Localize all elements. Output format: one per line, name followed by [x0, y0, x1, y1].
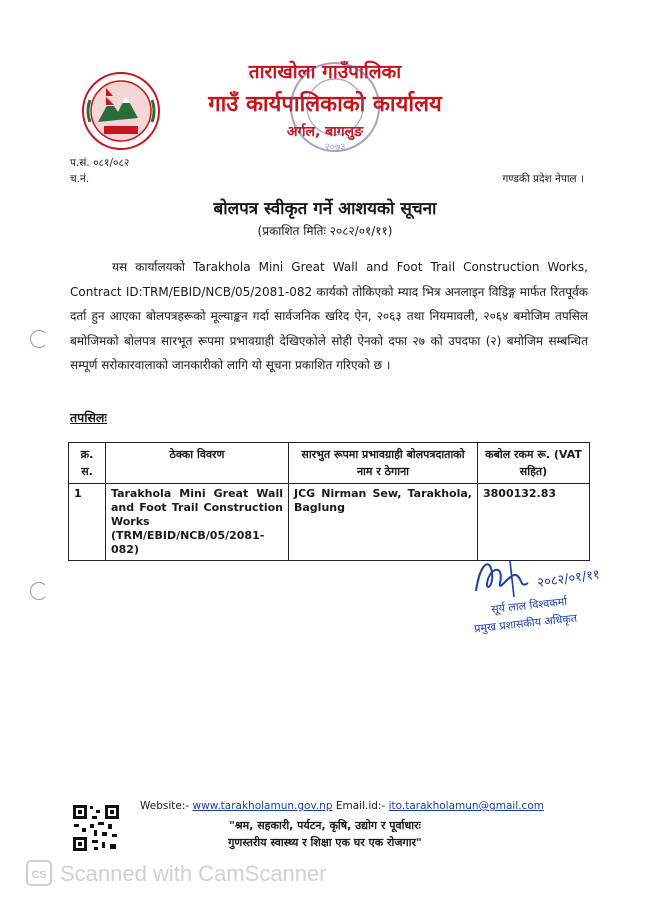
signature-scrawl — [470, 553, 610, 603]
col-header-bidder: सारभुत रूपमा प्रभावग्राही बोलपत्रदाताको नाम र ठेगाना — [289, 443, 478, 484]
cell-amount: 3800132.83 — [478, 484, 590, 561]
email-link[interactable]: ito.tarakholamun@gmail.com — [388, 800, 544, 812]
col-header-amount: कबोल रकम रू. (VAT सहित) — [478, 443, 590, 484]
footer-contact — [140, 800, 544, 812]
table-row — [69, 484, 590, 561]
punch-hole — [30, 582, 48, 600]
signer-name: सूर्य लाल विश्वकर्मा — [490, 595, 568, 616]
slogan-line-2: गुणस्तरीय स्वास्थ्य र शिक्षा एक घर एक रोजगार" — [228, 836, 422, 849]
signer-designation: प्रमुख प्रशासकीय अधिकृत — [473, 611, 578, 636]
office-stamp — [286, 58, 384, 156]
stamp-year: २०७३ — [324, 142, 346, 153]
dispatch-number: च.नं. — [70, 173, 90, 185]
col-header-sn: क्र. स. — [69, 443, 106, 484]
website-link[interactable]: www.tarakholamun.gov.np — [192, 800, 333, 812]
notice-title: बोलपत्र स्वीकृत गर्ने आशयको सूचना — [213, 199, 437, 219]
details-label: तपसिलः — [70, 410, 107, 425]
cell-bidder: JCG Nirman Sew, Tarakhola, Baglung — [289, 484, 478, 561]
punch-hole — [30, 330, 48, 348]
cell-sn: 1 — [69, 484, 106, 561]
svg-text:CS: CS — [31, 869, 47, 881]
province-label: गण्डकी प्रदेश नेपाल । — [502, 173, 584, 185]
signature-date: २०८२/०१/११ — [536, 567, 601, 591]
municipality-name: ताराखोला गाउँपालिका — [248, 61, 402, 83]
email-label: Email.id:- — [335, 800, 386, 812]
notice-body: यस कार्यालयको Tarakhola Mini Great Wall and Foot Trail Construction Works, Contract ID:TRM/EBID/NCB/05/2081-082 कार्यको तोकिएको म्याद भित्र अनलाइन विडिङ्ग मार्फत रितपूर्वक दर्ता हुन आएका बोलपत्रहरूको मूल्याङ्कन गर्दा सार्वजनिक खरिद ऐन, २०६३ तथा नियमावली, २०६४ बमोजिम तपसिल बमोजिमको बोलपत्र सारभूत रूपमा प्रभावग्राही देखिएकोले सोही ऐनको दफा २७ को उपदफा (२) बमोजिम सम्बन्धित सम्पूर्ण सरोकारवालाको जानकारीको लागि यो सूचना प्रकाशित गरिएको छ । — [70, 260, 588, 372]
office-address: अर्गल, बागलुङ — [286, 124, 364, 140]
camscanner-watermark: Scanned with CamScanner — [60, 861, 327, 886]
reference-number: प.सं. ०८१/०८२ — [70, 157, 130, 169]
table-header-row — [69, 443, 590, 484]
office-name: गाउँ कार्यपालिकाको कार्यालय — [208, 92, 442, 117]
published-date: (प्रकाशित मितिः २०८२/०१/११) — [257, 224, 393, 238]
cell-contract: Tarakhola Mini Great Wall and Foot Trail Construction Works (TRM/EBID/NCB/05/2081-082) — [106, 484, 289, 561]
bid-details-table — [68, 442, 590, 561]
camscanner-logo-icon — [26, 860, 52, 886]
col-header-contract: ठेक्का विवरण — [106, 443, 289, 484]
slogan-line-1: "श्रम, सहकारी, पर्यटन, कृषि, उद्योग र पूर्वाधारः — [229, 819, 421, 832]
website-label: Website:- — [140, 800, 190, 812]
